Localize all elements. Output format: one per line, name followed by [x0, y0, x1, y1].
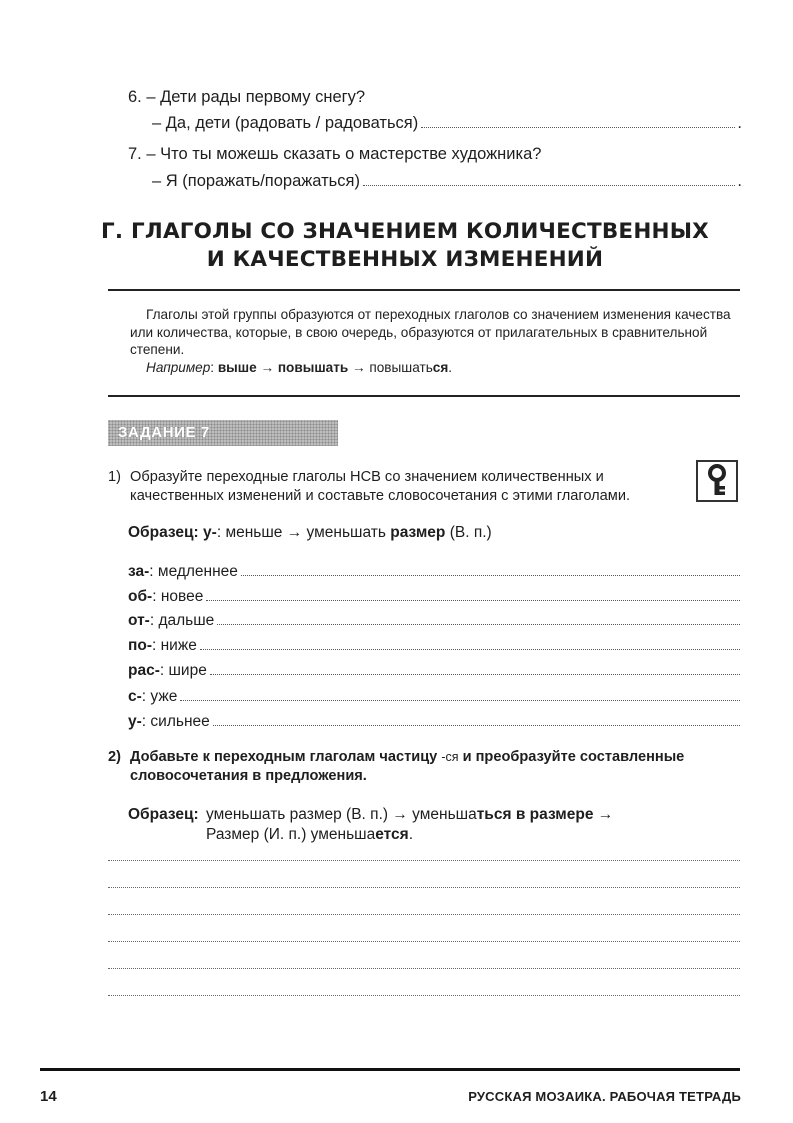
exercise-line[interactable]: по- : ниже — [128, 637, 742, 655]
writing-line[interactable] — [108, 914, 740, 915]
task-banner: ЗАДАНИЕ 7 — [108, 420, 338, 446]
task-part1-instruction: 1) Образуйте переходные глаголы НСВ со значением количественных и качественных изменений и составьте словосочетания с этими глаголами. — [108, 469, 631, 504]
dialogue-6-answer-line[interactable]: – Да, дети (радовать / радоваться) . — [152, 114, 742, 132]
writing-line[interactable] — [108, 968, 740, 969]
info-block — [130, 306, 735, 376]
writing-line[interactable] — [108, 860, 740, 861]
footer-rule — [40, 1068, 740, 1071]
dialogue-6-answer: – Да, дети (радовать / радоваться) — [152, 114, 419, 132]
exercise-line[interactable]: рас- : шире — [128, 662, 742, 680]
info-example: Например: выше → повышать → повышаться. — [146, 359, 453, 375]
exercise-line[interactable]: от- : дальше — [128, 612, 742, 630]
section-title: Г. ГЛАГОЛЫ СО ЗНАЧЕНИЕМ КОЛИЧЕСТВЕННЫХ И КАЧЕСТВЕННЫХ ИЗМЕНЕНИЙ — [101, 219, 709, 272]
key-icon — [696, 460, 738, 502]
writing-line[interactable] — [108, 941, 740, 942]
answer-blank[interactable] — [200, 649, 740, 650]
exercise-line[interactable]: за- : медленнее — [128, 563, 742, 581]
writing-line[interactable] — [108, 995, 740, 996]
answer-blank[interactable] — [363, 185, 735, 186]
info-top-rule — [108, 289, 740, 291]
dialogue-7-answer-line[interactable]: – Я (поражать/поражаться) . — [152, 172, 742, 190]
exercise-line[interactable]: у- : сильнее — [128, 713, 742, 731]
answer-blank[interactable] — [241, 575, 740, 576]
answer-blank[interactable] — [213, 725, 740, 726]
book-title: РУССКАЯ МОЗАИКА. РАБОЧАЯ ТЕТРАДЬ — [468, 1089, 741, 1104]
task-part2-instruction: 2) Добавьте к переходным глаголам частицу -ся и преобразуйте составленные словосочетания в предложения. — [108, 749, 685, 784]
answer-blank[interactable] — [180, 700, 740, 701]
answer-blank[interactable] — [421, 127, 735, 128]
key-icon-svg — [698, 462, 736, 500]
dialogue-6-question: 6. – Дети рады первому снегу? — [128, 88, 366, 106]
dialogue-7-question: 7. – Что ты можешь сказать о мастерстве художника? — [128, 145, 542, 163]
answer-blank[interactable] — [210, 674, 740, 675]
page-number: 14 — [40, 1088, 57, 1105]
dialogue-7-answer: – Я (поражать/поражаться) — [152, 172, 360, 190]
info-text: Глаголы этой группы образуются от переходных глаголов со значением изменения качества или количества, которые, в свою очередь, образуются от прилагательных в сравнительной степени. — [130, 307, 731, 357]
info-bottom-rule — [108, 395, 740, 397]
answer-blank[interactable] — [206, 600, 740, 601]
exercise-line[interactable]: с- : уже — [128, 688, 742, 706]
part2-sample: Образец: уменьшать размер (В. п.) → уменьшаться в размере → Размер (И. п.) уменьшается. — [128, 806, 614, 843]
answer-blank[interactable] — [217, 624, 740, 625]
writing-line[interactable] — [108, 887, 740, 888]
part1-sample: Образец: у-: меньше → уменьшать размер (В. п.) — [128, 524, 492, 541]
exercise-line[interactable]: об- : новее — [128, 588, 742, 606]
